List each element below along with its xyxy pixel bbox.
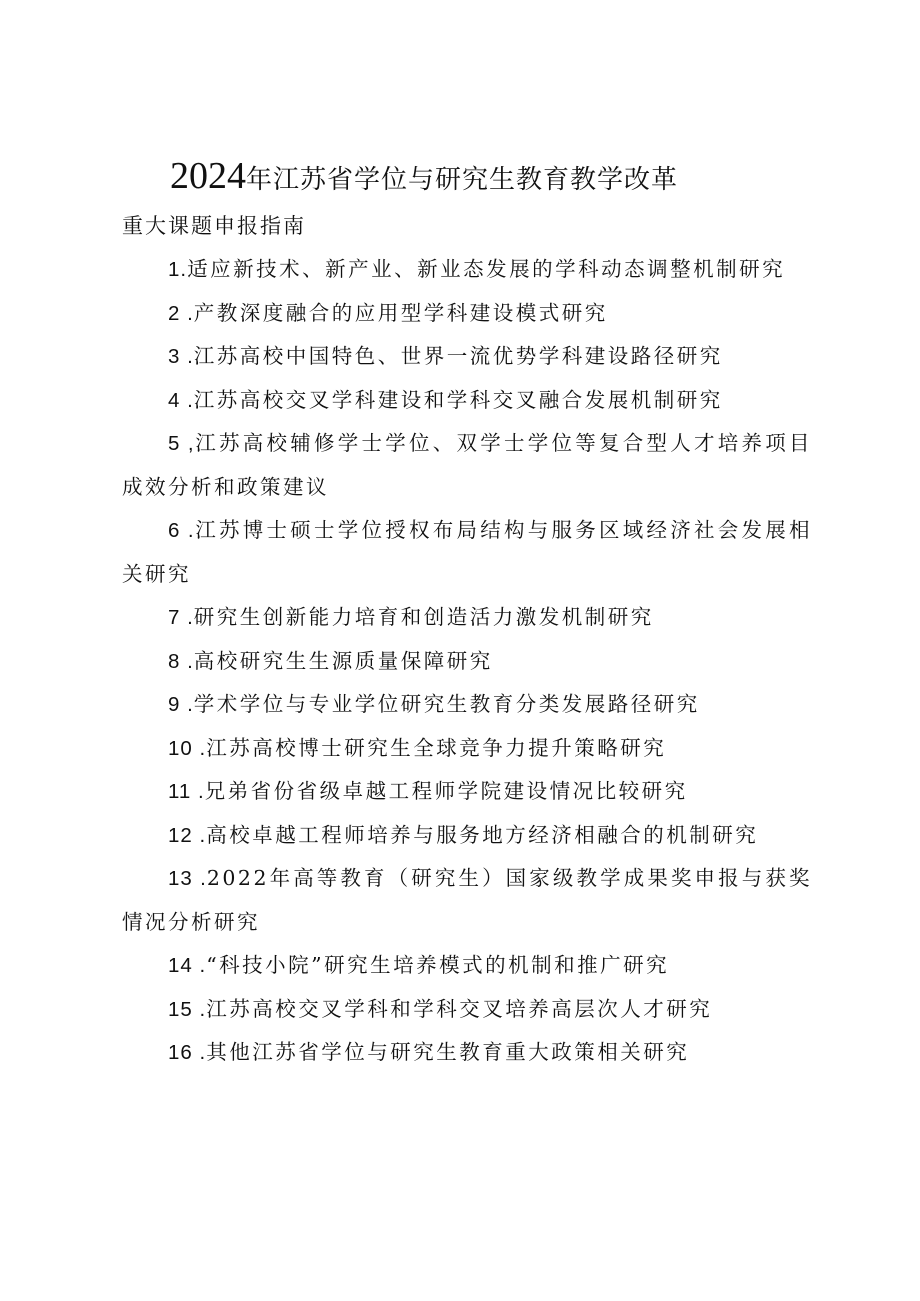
topic-item bbox=[122, 944, 812, 988]
title-text: 年江苏省学位与研究生教育教学改革 bbox=[246, 165, 679, 195]
topic-number: 7 . bbox=[168, 606, 194, 629]
topic-item bbox=[122, 379, 812, 423]
title-year: 2024 bbox=[170, 155, 246, 197]
topic-text: 研究生创新能力培育和创造活力激发机制研究 bbox=[193, 605, 654, 629]
topic-number: 14 . bbox=[168, 954, 207, 977]
topic-text: 高校卓越工程师培养与服务地方经济相融合的机制研究 bbox=[206, 822, 759, 847]
document-title bbox=[170, 154, 678, 198]
topic-text: 产教深度融合的应用型学科建设模式研究 bbox=[193, 300, 608, 325]
topic-number: 1. bbox=[168, 258, 188, 281]
topic-item bbox=[122, 422, 812, 509]
topic-text: 江苏高校中国特色、世界一流优势学科建设路径研究 bbox=[193, 344, 723, 368]
topic-text: 适应新技术、新产业、新业态发展的学科动态调整机制研究 bbox=[187, 257, 786, 281]
topic-text: 高校研究生生源质量保障研究 bbox=[193, 648, 493, 673]
topic-item bbox=[122, 1031, 812, 1075]
topic-number: 10 . bbox=[168, 736, 207, 760]
topic-number: 11 . bbox=[168, 780, 205, 803]
topic-item bbox=[122, 814, 812, 858]
topic-item bbox=[122, 727, 812, 771]
topic-text: 其他江苏省学位与研究生教育重大政策相关研究 bbox=[206, 1040, 690, 1064]
topic-item bbox=[122, 292, 812, 336]
topic-item bbox=[122, 596, 812, 640]
topic-item bbox=[122, 770, 812, 814]
topic-item bbox=[122, 683, 812, 727]
topic-number: 12 . bbox=[168, 823, 207, 847]
topic-number: 4 . bbox=[168, 388, 194, 412]
topic-text: 江苏博士硕士学位授权布局结构与服务区域经济社会发展相关研究 bbox=[122, 518, 813, 586]
topic-text: 江苏高校交叉学科建设和学科交叉融合发展机制研究 bbox=[193, 387, 723, 412]
topic-text: 2022年高等教育（研究生）国家级教学成果奖申报与获奖情况分析研究 bbox=[122, 866, 812, 934]
topic-text: 江苏高校交叉学科和学科交叉培养高层次人才研究 bbox=[206, 996, 713, 1021]
topic-item bbox=[122, 640, 812, 684]
topic-text: 江苏高校辅修学士学位、双学士学位等复合型人才培养项目成效分析和政策建议 bbox=[122, 431, 813, 499]
topic-item bbox=[122, 857, 812, 944]
topic-number: 6 . bbox=[168, 519, 195, 542]
topic-item bbox=[122, 509, 812, 596]
topic-number: 9 . bbox=[168, 693, 194, 716]
topic-text: 学术学位与专业学位研究生教育分类发展路径研究 bbox=[193, 692, 700, 716]
topic-number: 5 , bbox=[168, 432, 195, 455]
topic-text: 兄弟省份省级卓越工程师学院建设情况比较研究 bbox=[204, 779, 688, 803]
document-subtitle: 重大课题申报指南 bbox=[122, 214, 306, 238]
topic-number: 2 . bbox=[168, 301, 194, 325]
topic-text: “科技小院”研究生培养模式的机制和推广研究 bbox=[206, 953, 670, 977]
topic-number: 16 . bbox=[168, 1041, 207, 1064]
topic-text: 江苏高校博士研究生全球竞争力提升策略研究 bbox=[206, 735, 667, 760]
topic-number: 13 . bbox=[168, 867, 207, 890]
topic-number: 3 . bbox=[168, 345, 194, 368]
topic-number: 8 . bbox=[168, 649, 194, 673]
topic-item bbox=[122, 988, 812, 1032]
topic-item bbox=[122, 248, 812, 292]
topic-list bbox=[122, 248, 812, 1075]
topic-item bbox=[122, 335, 812, 379]
topic-number: 15 . bbox=[168, 997, 207, 1021]
